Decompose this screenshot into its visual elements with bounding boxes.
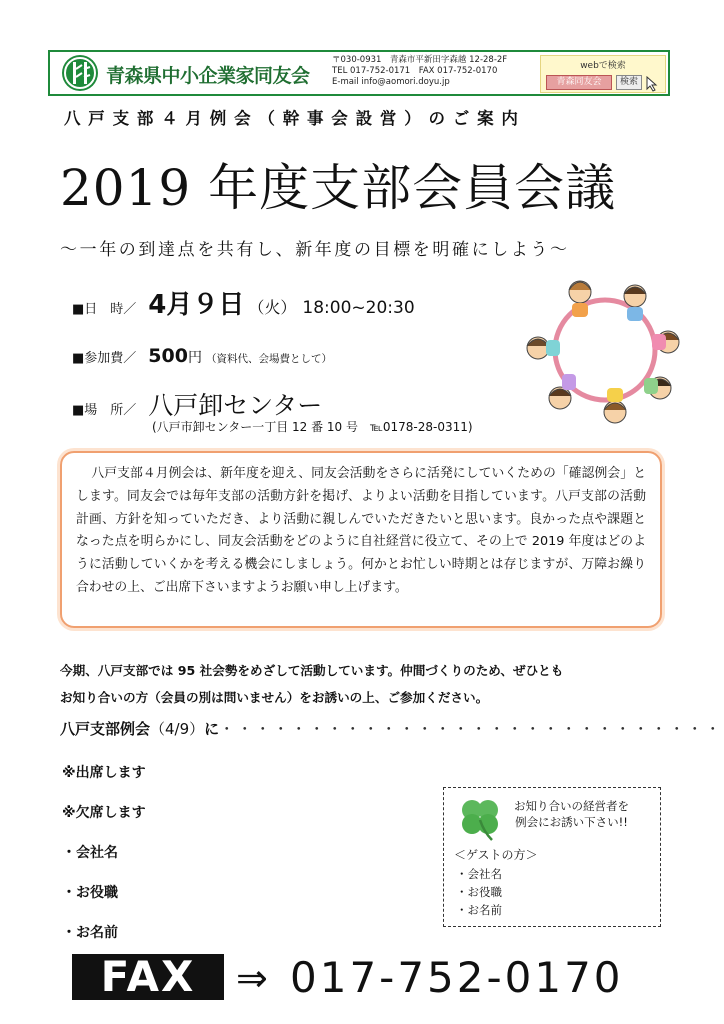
attend-option[interactable]: ※出席します (62, 765, 146, 781)
date-time: 18:00~20:30 (302, 298, 415, 318)
date-row (72, 284, 415, 321)
email: E-mail info@aomori.doyu.jp (332, 77, 450, 87)
fee-value: 500 (148, 345, 188, 367)
guest-heading-line-1: お知り合いの経営者を (514, 799, 629, 813)
guest-label: ＜ゲストの方＞ (454, 848, 538, 862)
doyukai-logo (62, 55, 98, 91)
tel-fax: TEL 017-752-0171 FAX 017-752-0170 (332, 66, 498, 76)
date-value: 4月９日 (148, 290, 245, 320)
position-field[interactable]: ・お役職 (62, 885, 118, 901)
fee-row (72, 345, 332, 367)
invite-line-2: お知り合いの方（会員の別は問いません）をお誘いの上、ご参加ください。 (60, 690, 489, 705)
venue-value: 八戸卸センター (148, 391, 323, 420)
cursor-icon (645, 76, 659, 92)
venue-row (72, 386, 322, 422)
absent-option[interactable]: ※欠席します (62, 805, 146, 821)
invite-line-1: 今期、八戸支部では 95 社会勢をめざして活動しています。仲間づくりのため、ぜひとも (60, 663, 564, 678)
web-search-box (540, 55, 666, 93)
venue-label: ■場 所／ (72, 403, 137, 418)
fax-number: 017-752-0170 (290, 953, 624, 1002)
reply-dots: ・・・・・・・・・・・・・・・・・・・・・・・・・・・・ (219, 720, 724, 738)
company-field[interactable]: ・会社名 (62, 845, 118, 861)
clover-icon (454, 794, 506, 842)
search-input[interactable]: 青森同友会 (546, 75, 612, 90)
fee-unit: 円 (187, 350, 202, 366)
children-circle-illustration (520, 270, 690, 430)
fee-note: （資料代、会場費として） (205, 353, 332, 365)
arrow-icon: ⇒ (236, 956, 268, 1000)
date-label: ■日 時／ (72, 302, 137, 317)
address: 〒030-0931 青森市平新田字森越 12-28-2F (332, 55, 508, 65)
reply-suffix: に (204, 720, 220, 738)
contact-info (332, 55, 507, 88)
name-field[interactable]: ・お名前 (62, 925, 118, 941)
reply-date: （4/9） (150, 720, 205, 738)
org-name: 青森県中小企業家同友会 (106, 65, 310, 87)
guest-position[interactable]: ・お役職 (456, 885, 502, 899)
message-text: 八戸支部４月例会は、新年度を迎え、同友会活動をさらに活発にしていくための「確認例会」とします。同友会では毎年支部の活動方針を掲げ、よりよい活動を目指しています。八戸支部の活動計画、方針を知っていただき、より活動に親しんでいただきたいと思います。良かった点や課題となった点を明らかにし、同友会活動をどのように自社経営に役立て、その上で 2019 年度はどのように活動していくかを考える機会にしましょう。何かとお忙しい時期とは存じますが、万障お繰り合わせの上、ご出席下さいますようお願い申し上げます。 (76, 466, 646, 595)
message-box (60, 451, 662, 628)
reply-prefix: 八戸支部例会 (60, 720, 151, 738)
header-banner (48, 50, 670, 96)
page-title: 2019 年度支部会員会議 (60, 159, 617, 217)
venue-address: (八戸市卸センター一丁目 12 番 10 号 ℡0178-28-0311) (152, 420, 473, 434)
guest-heading (514, 798, 629, 830)
guest-heading-line-2: 例会にお誘い下さい!! (515, 815, 628, 829)
guest-company[interactable]: ・会社名 (456, 867, 502, 881)
guest-name[interactable]: ・お名前 (456, 903, 502, 917)
fax-badge: FAX (72, 954, 224, 1000)
fee-label: ■参加費／ (72, 351, 137, 366)
date-dow: （火） (248, 298, 297, 317)
event-subtitle: 八戸支部４月例会（幹事会設営）のご案内 (64, 109, 526, 128)
invite-text (60, 657, 563, 711)
search-title: webで検索 (580, 61, 626, 71)
slogan: 〜一年の到達点を共有し、新年度の目標を明確にしよう〜 (60, 240, 570, 260)
reply-line (60, 718, 723, 739)
guest-box (443, 787, 661, 927)
search-button[interactable]: 検索 (616, 75, 642, 90)
